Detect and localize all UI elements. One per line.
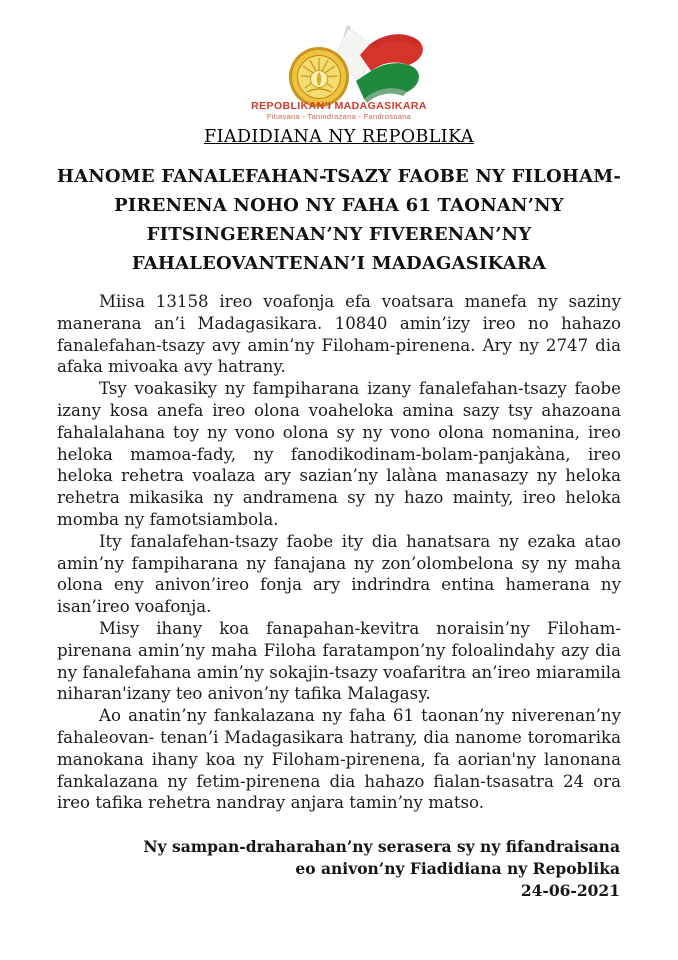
- madagascar-seal-flag-icon: [247, 24, 431, 110]
- title-line-1: HANOME FANALEFAHAN-TSAZY FAOBE NY FILOHAM-: [56, 166, 622, 187]
- title-line-3: FITSINGERENAN’NY FIVERENAN’NY: [146, 224, 532, 245]
- paragraph-1: Miisa 13158 ireo voafonja efa voatsara manefa ny saziny manerana an’i Madagasikara. 10840 amin’izy ireo no hahazo fanalefahan-tsazy avy amin’ny Filoham-pirenena. Ary ny 2747 dia afaka mivoaka avy hatrany.: [57, 292, 621, 377]
- office-title: FIADIDIANA NY REPOBLIKA: [204, 127, 474, 147]
- signature-line-2: eo anivon’ny Fiadidiana ny Repoblika: [295, 859, 620, 879]
- title-line-4: FAHALEOVANTENAN’I MADAGASIKARA: [131, 253, 547, 274]
- paragraph-5: Ao anatin’ny fankalazana ny faha 61 taonan’ny niverenan’ny fahaleovan- tenan’i Madagasikara hatrany, dia nanome toromarika manokana ihany koa ny Filoham-pirenena, fa aorian'ny lanonana fankalazana ny fetim-pirenena dia hahazo fialan-tsasatra 24 ora ireo tafika rehetra nandray anjara tamin’ny matso.: [57, 706, 621, 813]
- document-header: [0, 0, 678, 147]
- signature-line-1: Ny sampan-draharahan’ny serasera sy ny fifandraisana: [143, 837, 620, 857]
- paragraph-3: Ity fanalafehan-tsazy faobe ity dia hanatsara ny ezaka atao amin’ny fampiharana ny fanajana ny zon’olombelona sy ny maha olona eny anivon’ireo fonja ary indrindra entina hamerana ny isan’ireo voafonja.: [57, 531, 621, 617]
- document-title: [0, 162, 678, 278]
- org-motto: Fitiavana - Tanindrazana - Fandrosoana: [266, 112, 412, 121]
- document-body: [57, 291, 621, 814]
- paragraph-2: Tsy voakasiky ny fampiharana izany fanalefahan-tsazy faobe izany kosa anefa ireo olona voaheloka amina sazy tsy ahazoana fahalalahana toy ny vono olona sy ny vono olona nomanina, ireo heloka mamoa-fady, ny fanodikodinam-bolam-panjakàna, ireo heloka rehetra voalaza ary sazian’ny lalàna manasazy ny heloka rehetra mikasika ny andramena sy ny hazo mainty, ireo heloka momba ny famotsiambola.: [57, 379, 621, 529]
- signature-block: [0, 836, 620, 902]
- title-line-2: PIRENENA NOHO NY FAHA 61 TAONAN’NY: [114, 195, 564, 216]
- paragraph-4: Misy ihany koa fanapahan-kevitra noraisin’ny Filoham-pirenana amin’ny maha Filoha faratampon’ny foloalindahy azy dia ny fanalefahana amin’ny sokajin-tsazy voafaritra an’ireo miaramila niharan'izany teo anivon’ny tafika Malagasy.: [57, 618, 621, 704]
- signature-date: 24-06-2021: [520, 881, 620, 901]
- org-name: REPOBLIKAN’I MADAGASIKARA: [251, 100, 427, 112]
- presidency-logo: [244, 24, 434, 122]
